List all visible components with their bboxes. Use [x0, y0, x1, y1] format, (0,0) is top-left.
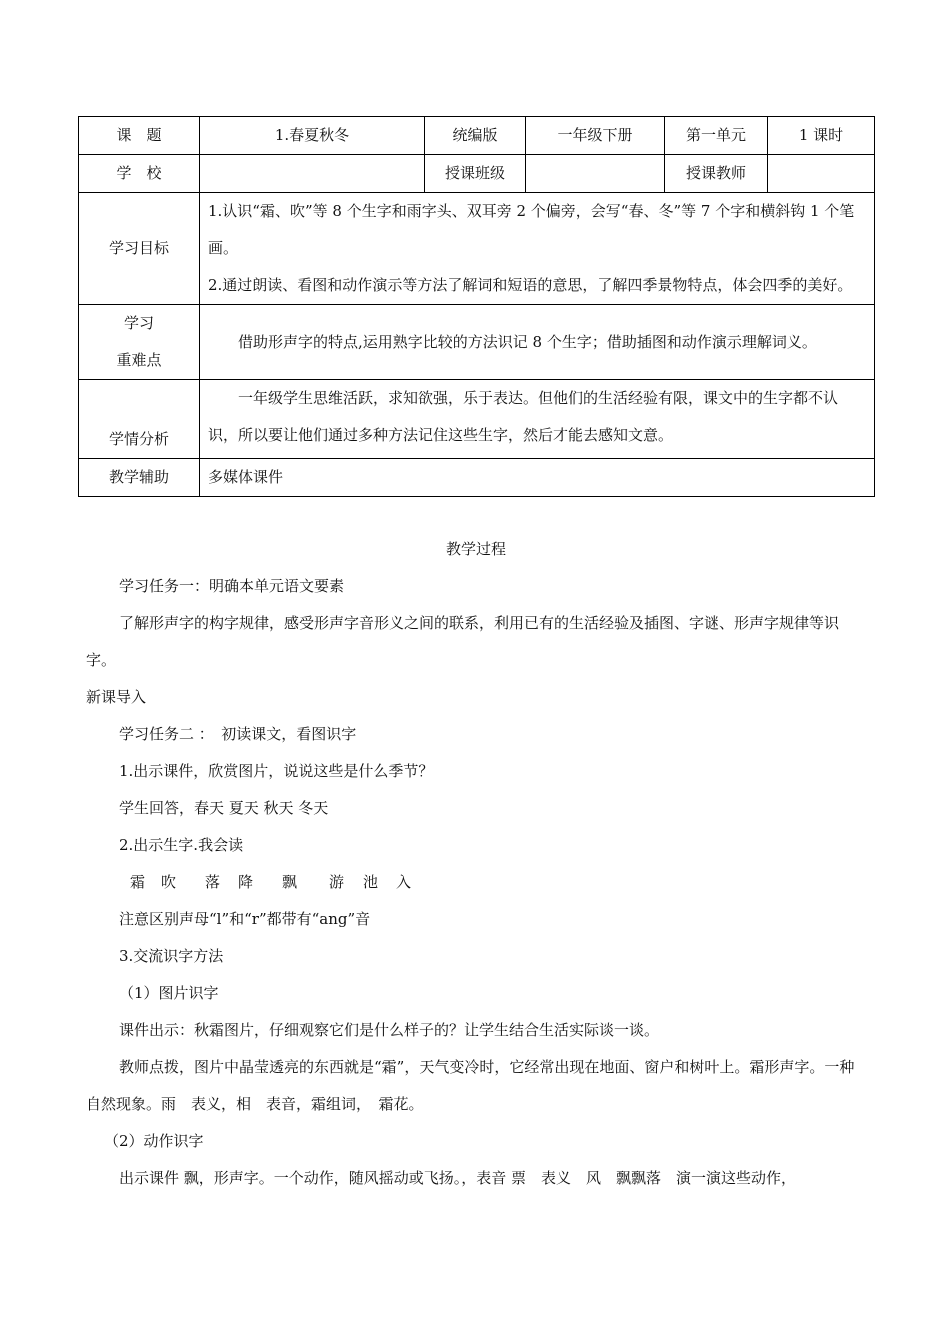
class-value [526, 155, 665, 193]
character: 入 [396, 873, 412, 891]
table-row [79, 459, 875, 497]
character: 霜 [130, 873, 146, 891]
character: 吹 [161, 873, 177, 891]
aid-label: 教学辅助 [79, 459, 200, 497]
teacher-value [768, 155, 875, 193]
character: 池 [363, 873, 379, 891]
step-3: 3.交流识字方法 [119, 947, 224, 965]
table-row [79, 305, 875, 380]
analysis-cell [200, 380, 875, 459]
school-label: 学 校 [79, 155, 200, 193]
table-row [79, 193, 875, 305]
goals-cell [200, 193, 875, 305]
unit-cell: 第一单元 [665, 117, 768, 155]
topic-label: 课 题 [79, 117, 200, 155]
teaching-process [86, 531, 866, 1197]
sub-step-2: （2）动作识字 [104, 1132, 204, 1150]
task-1-title: 学习任务一：明确本单元语文要素 [119, 577, 345, 595]
sub-step-1: （1）图片识字 [119, 984, 219, 1002]
sub-step-1-text: 课件出示：秋霜图片，仔细观察它们是什么样子的？让学生结合生活实际谈一谈。 [119, 1021, 660, 1039]
character: 降 [238, 873, 254, 891]
lesson-title: 1.春夏秋冬 [200, 117, 425, 155]
sub-step-2-text: 出示课件 飘，形声字。一个动作，随风摇动或飞扬。，表音 票 表义 风 飘飘落 演一演这些动作， [119, 1169, 797, 1187]
hours-cell: 1 课时 [768, 117, 875, 155]
aid-cell: 多媒体课件 [200, 459, 875, 497]
analysis-label: 学情分析 [79, 380, 200, 459]
task-1-text: 了解形声字的构字规律，感受形声字音形义之间的联系，利用已有的生活经验及插图、字谜、形声字规律等识字。 [86, 614, 840, 669]
goals-line-2: 2.通过朗读、看图和动作演示等方法了解词和短语的意思，了解四季景物特点，体会四季的美好。 [208, 276, 853, 294]
analysis-text: 一年级学生思维活跃，求知欲强，乐于表达。但他们的生活经验有限，课文中的生字都不认识，所以要让他们通过多种方法记住这些生字，然后才能去感知文意。 [208, 389, 839, 444]
key-points-cell [200, 305, 875, 380]
grade-cell: 一年级下册 [526, 117, 665, 155]
table-row [79, 380, 875, 459]
key-points-text: 借助形声字的特点,运用熟字比较的方法识记 8 个生字；借助插图和动作演示理解词义。 [238, 332, 817, 351]
goals-line-1: 1.认识“霜、吹”等 8 个生字和雨字头、双耳旁 2 个偏旁，会写“春、冬”等 7 个字和横斜钩 1 个笔画。 [208, 202, 855, 257]
school-value [200, 155, 425, 193]
edition-cell: 统编版 [425, 117, 526, 155]
table-row [79, 117, 875, 155]
character: 游 [329, 873, 345, 891]
character: 飘 [282, 873, 298, 891]
section-heading: 教学过程 [445, 540, 506, 558]
teacher-label: 授课教师 [665, 155, 768, 193]
key-points-label: 学习 重难点 [79, 305, 200, 380]
task-2-title: 学习任务二 ： 初读课文，看图识字 [119, 725, 357, 743]
new-characters [86, 864, 866, 901]
student-answer: 学生回答，春天 夏天 秋天 冬天 [119, 799, 329, 817]
pronunciation-note: 注意区别声母“l”和“r”都带有“ang”音 [119, 910, 371, 928]
table-row [79, 155, 875, 193]
goals-label: 学习目标 [79, 193, 200, 305]
new-lesson-intro: 新课导入 [86, 688, 147, 706]
step-2: 2.出示生字.我会读 [119, 836, 244, 854]
lesson-info-table [78, 116, 875, 497]
step-1: 1.出示课件，欣赏图片，说说这些是什么季节？ [119, 762, 434, 780]
sub-step-1-explanation: 教师点拨，图片中晶莹透亮的东西就是“霜”，天气变冷时，它经常出现在地面、窗户和树叶上。霜形声字。一种自然现象。雨 表义，相 表音，霜组词， 霜花。 [86, 1058, 855, 1113]
character: 落 [205, 873, 221, 891]
class-label: 授课班级 [425, 155, 526, 193]
